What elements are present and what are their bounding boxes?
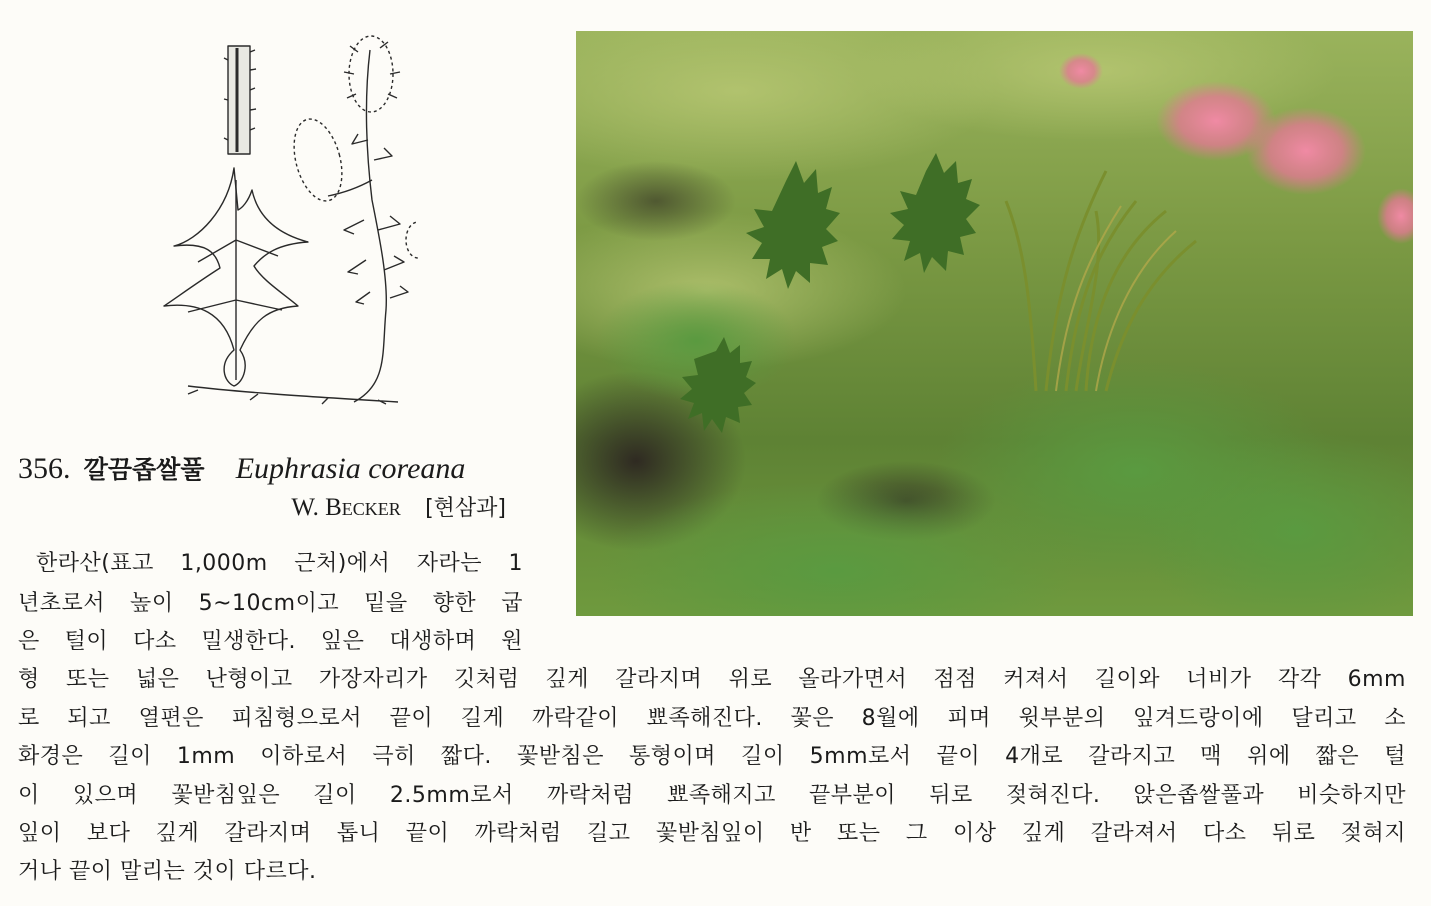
meadow-photo xyxy=(576,31,1413,616)
description-line: 잎이 보다 깊게 갈라지며 톱니 끝이 까락처럼 길고 꽃받침잎이 반 또는 그 이상 깊게 갈라져서 다소 뒤로 젖혀지 xyxy=(18,821,1406,846)
author-line xyxy=(238,488,506,528)
description-line: 한라산(표고 1,000m 근처)에서 자라는 1 xyxy=(36,551,523,576)
scientific-name: Euphrasia coreana xyxy=(235,452,466,485)
species-number: 356. xyxy=(18,452,71,485)
plant-drawing xyxy=(158,30,418,410)
author-name: W. Becker xyxy=(291,494,401,521)
botanical-illustration xyxy=(158,30,418,410)
description-line: 은 털이 다소 밀생한다. 잎은 대생하며 원 xyxy=(18,629,523,654)
description-line: 거나 끝이 말리는 것이 다르다. xyxy=(18,859,317,884)
description-line: 이 있으며 꽃받침잎은 길이 2.5mm로서 까락처럼 뾰족해지고 끝부분이 뒤로 젖혀진다. 앉은좁쌀풀과 비슷하지만 xyxy=(18,783,1406,808)
description-line: 형 또는 넓은 난형이고 가장자리가 깃처럼 깊게 갈라지며 위로 올라가면서 점점 커져서 길이와 너비가 각각 6mm xyxy=(18,667,1406,692)
description-line: 화경은 길이 1mm 이하로서 극히 짧다. 꽃받침은 통형이며 길이 5mm로서 끝이 4개로 갈라지고 맥 위에 짧은 털 xyxy=(18,744,1406,769)
korean-name: 깔끔좁쌀풀 xyxy=(83,455,205,484)
plant-photograph xyxy=(576,31,1413,616)
species-title xyxy=(18,448,465,488)
description-line: 로 되고 열편은 피침형으로서 끝이 길게 까락같이 뾰족해진다. 꽃은 8월에 피며 윗부분의 잎겨드랑이에 달리고 소 xyxy=(18,706,1406,731)
description-line: 년초로서 높이 5~10cm이고 밑을 향한 굽 xyxy=(18,591,523,616)
family-name: [현삼과] xyxy=(425,496,506,521)
